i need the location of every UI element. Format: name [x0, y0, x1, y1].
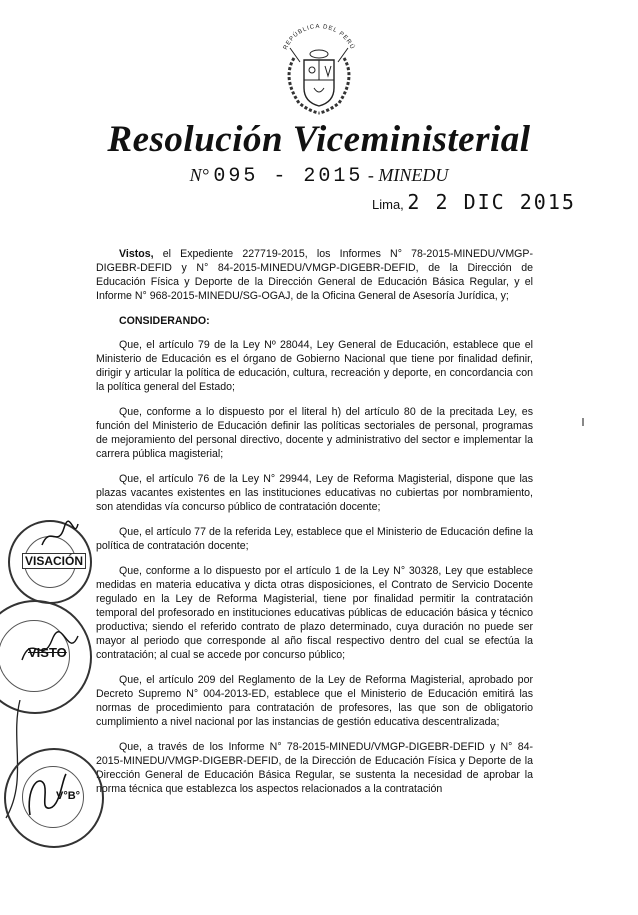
paragraph: Que, el artículo 79 de la Ley Nº 28044, Ley General de Educación, establece que el Ministerio de Educación es el órgano de Gobierno Nacional que tiene por finalidad definir, dirigir y articular la política de educación, cultura, recreación y deporte, en concordancia con la política general del Estado; [96, 339, 533, 393]
paragraph: Que, el artículo 77 de la referida Ley, establece que el Ministerio de Educación define la política de contratación docente; [96, 526, 533, 552]
document-body [96, 247, 533, 807]
date-stamp: 2 2 DIC 2015 [407, 190, 576, 214]
paragraph: Que, a través de los Informe N° 78-2015-MINEDU/VMGP-DIGEBR-DEFID y N° 84-2015-MINEDU/VMGP-DIGEBR-DEFID, de la Dirección de Educación Física y Deporte de la Dirección General de Educación Básica Regular, se sustenta la necesidad de aprobar la norma técnica que establezca los aspectos relacionados a la contratación [96, 741, 533, 795]
svg-text:REPÚBLICA DEL PERÚ [283, 24, 356, 51]
vistos-paragraph [96, 247, 533, 303]
date-line [372, 190, 576, 214]
number-value: 095 - 2015 [213, 165, 364, 188]
document-title: Resolución Viceministerial [107, 119, 531, 160]
seal-top-text: REPÚBLICA DEL PERÚ [282, 23, 356, 51]
signature-mark [40, 520, 80, 550]
paragraph: Que, el artículo 76 de la Ley N° 29944, Ley de Reforma Magisterial, dispone que las plazas vacantes existentes en las instituciones educativas no cubiertas por nombramiento, son atendidas vía concurso público de contratación docente; [96, 473, 533, 513]
peru-coat-of-arms-icon [264, 18, 374, 118]
paragraph: Que, conforme a lo dispuesto por el literal h) del artículo 80 de la precitada Ley, es función del Ministerio de Educación definir las políticas sectoriales de personal, programas de mejoramiento del personal directivo, docente y administrativo del sector e implementar la carrera pública magisterial; [96, 406, 533, 460]
number-prefix: N° [189, 165, 209, 185]
visacion-stamp-label: VISACIÓN [22, 553, 86, 569]
signature-mark [20, 770, 70, 820]
margin-mark [582, 418, 584, 426]
vobo-stamp-label: V°B° [56, 790, 81, 802]
vistos-label: Vistos, [119, 248, 154, 260]
visto-stamp-label: VISTO [28, 645, 67, 660]
paragraph: Que, conforme a lo dispuesto por el artículo 1 de la Ley N° 30328, Ley que establece medidas en materia educativa y dicta otras disposiciones, el Contrato de Servicio Docente regulado en la Ley de Reforma Magisterial, tiene por finalidad permitir la contratación temporal del profesorado en instituciones educativas públicas de educación básica y técnico productiva; siendo el referido contrato de plazo determinado, cuya duración no puede ser mayor al periodo que corresponde al año fiscal respectivo dentro del cual se efectúa la contratación; al cual se accede por concurso público; [96, 565, 533, 661]
vistos-text: el Expediente 227719-2015, los Informes N° 78-2015-MINEDU/VMGP-DIGEBR-DEFID y N° 84-2015-MINEDU/VMGP-DIGEBR-DEFID, de la Dirección de Educación Física y Deporte de la Dirección General de Educación Básica Regular, y el Informe N° 968-2015-MINEDU/SG-OGAJ, de la Oficina General de Asesoría Jurídica, y; [96, 248, 533, 302]
place-label: Lima, [372, 197, 404, 212]
resolution-number [0, 165, 638, 188]
considerando-heading: CONSIDERANDO: [119, 315, 210, 327]
signature-mark [20, 630, 80, 670]
number-suffix: - MINEDU [367, 165, 449, 185]
paragraph: Que, el artículo 209 del Reglamento de la Ley de Reforma Magisterial, aprobado por Decreto Supremo N° 004-2013-ED, establece que el Ministerio de Educación emitirá las normas de procedimiento para contratación de profesores, las que son de obligatorio cumplimiento a nivel nacional por las instancias de gestión educativa descentralizada; [96, 674, 533, 728]
